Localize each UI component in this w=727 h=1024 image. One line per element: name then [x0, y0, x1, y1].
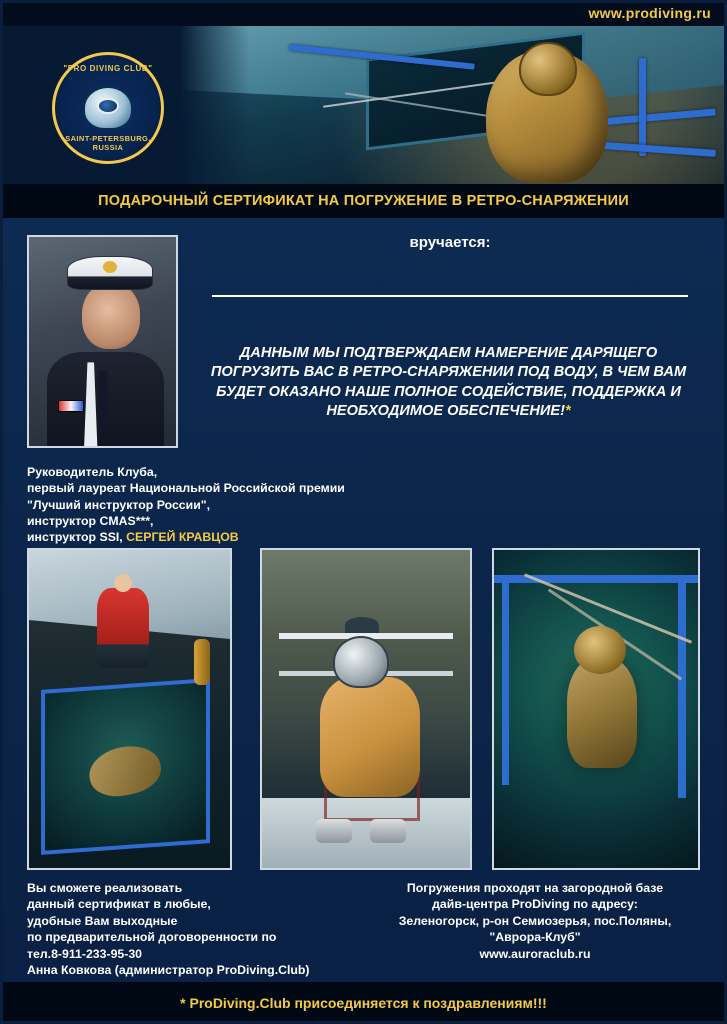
recipient-name-line[interactable] [212, 295, 688, 297]
contact-phone[interactable]: тел.8-911-233-95-30 [27, 946, 143, 961]
redemption-info [27, 880, 367, 979]
certificate-statement-text: ДАННЫМ МЫ ПОДТВЕРЖДАЕМ НАМЕРЕНИЕ ДАРЯЩЕГО ПОГРУЗИТЬ ВАС В РЕТРО-СНАРЯЖЕНИИ ПОД ВОДУ, В ЧЕМ ВАМ БУДЕТ ОКАЗАНО НАШЕ ПОЛНОЕ СОДЕЙСТВИЕ, ПОДДЕРЖКА И НЕОБХОДИМОЕ ОБЕСПЕЧЕНИЕ! [210, 345, 687, 419]
photo-gallery [27, 548, 700, 870]
certificate-title: ПОДАРОЧНЫЙ СЕРТИФИКАТ НА ПОГРУЖЕНИЕ В РЕТРО-СНАРЯЖЕНИИ [98, 193, 629, 209]
location-info [370, 880, 700, 962]
instructor-name: СЕРГЕЙ КРАВЦОВ [126, 530, 239, 545]
photo3-diving-helmet [574, 626, 626, 674]
top-bar [0, 0, 727, 26]
photo2-lead-boot [370, 819, 406, 843]
portrait-naval-cap [67, 256, 153, 290]
photo2-knit-hat [345, 617, 379, 633]
redemption-line-3: удобные Вам выходные [27, 913, 178, 928]
location-line-3: Зеленогорск, р-он Семиозерья, пос.Поляны, [398, 913, 672, 928]
credits-line-1: Руководитель Клуба, [27, 465, 158, 479]
location-line-1: Погружения проходят на загородной базе [406, 881, 664, 895]
photo3-railing [678, 575, 686, 798]
portrait-photo-instructor [27, 235, 178, 448]
credits-line-5 [27, 529, 457, 545]
credits-ssi-prefix: инструктор SSI, [27, 530, 127, 545]
redemption-line-4: по предварительной договоренности по [27, 930, 277, 945]
certificate-body [0, 218, 727, 982]
gallery-photo-3-underwater-diver [492, 548, 700, 870]
location-website[interactable]: www.auroraclub.ru [479, 946, 591, 961]
photo2-lead-boot [316, 819, 352, 843]
photo2-diving-helmet [333, 636, 389, 688]
footer-band [0, 982, 727, 1024]
footer-note: * ProDiving.Club присоединяется к поздравлениям!!! [180, 995, 547, 1011]
location-line-4: "Аврора-Клуб" [489, 930, 581, 945]
redemption-line-2: данный сертификат в любые, [27, 897, 211, 912]
awarded-to-label: вручается: [409, 234, 491, 251]
photo3-railing [502, 582, 509, 786]
contact-administrator: Анна Ковкова (администратор ProDiving.Club) [27, 963, 310, 978]
location-line-2: дайв-центра ProDiving по адресу: [432, 897, 638, 912]
instructor-credits [27, 464, 457, 546]
photo2-retro-suit [320, 677, 420, 797]
photo1-support-person [97, 588, 149, 668]
logo-bottom-text: SAINT-PETERSBURG, RUSSIA [65, 134, 151, 152]
hero-photo-diver-at-ice-hole [180, 26, 727, 184]
logo-inner [55, 55, 161, 161]
hero-gradient-overlay [180, 26, 250, 184]
statement-asterisk: * [565, 402, 571, 419]
logo-visor-icon [97, 98, 119, 114]
credits-line-4: инструктор CMAS***, [27, 514, 154, 529]
gallery-photo-1-surface-support [27, 548, 232, 870]
website-url[interactable]: www.prodiving.ru [588, 5, 711, 21]
certificate-title-band [0, 184, 727, 218]
portrait-head [82, 283, 140, 349]
gallery-photo-2-diver-seated [260, 548, 472, 870]
logo-top-text: "PRO DIVING CLUB" [63, 64, 153, 73]
photo3-diver [567, 658, 637, 768]
blue-railing [639, 58, 646, 156]
photo1-air-tank [194, 639, 210, 685]
brass-diving-helmet-icon [519, 42, 577, 96]
portrait-badge [58, 400, 84, 412]
redemption-line-1: Вы сможете реализовать [27, 881, 183, 895]
club-logo [52, 52, 164, 164]
portrait-tie [98, 371, 107, 434]
certificate-statement [196, 344, 701, 421]
credits-line-2: первый лауреат Национальной Российской премии [27, 481, 345, 496]
credits-line-3: "Лучший инструктор России", [27, 497, 211, 512]
